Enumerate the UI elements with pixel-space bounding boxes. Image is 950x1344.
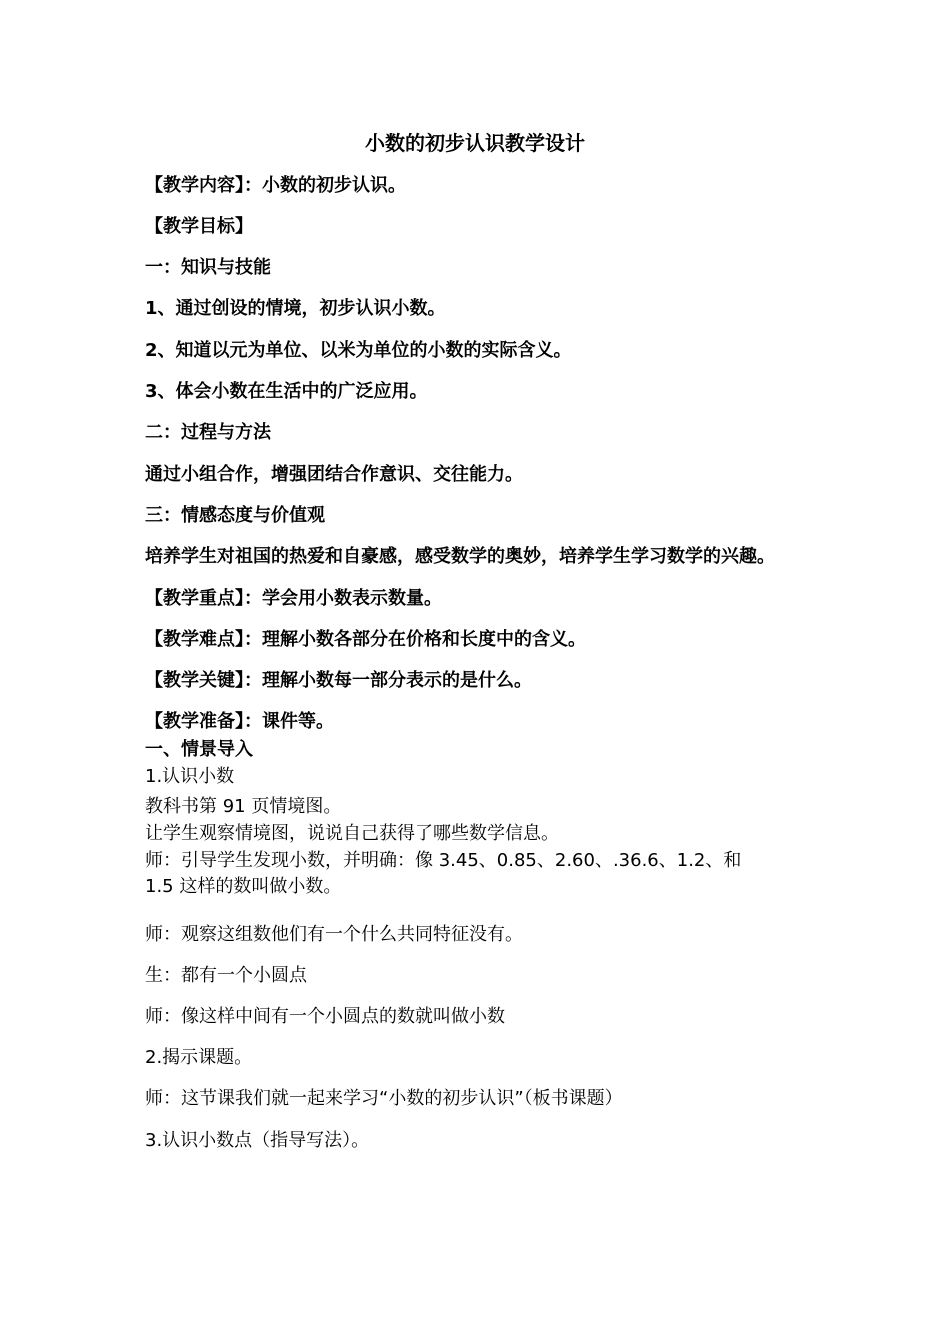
textbook-reference: 教科书第 91 页情境图。 <box>145 796 342 817</box>
difficulty: 【教学难点】：理解小数各部分在价格和长度中的含义。 <box>145 629 586 650</box>
section-knowledge-heading: 一：知识与技能 <box>145 257 271 278</box>
student-line-1: 生：都有一个小圆点 <box>145 965 307 986</box>
section-process-text: 通过小组合作，增强团结合作意识、交往能力。 <box>145 464 523 485</box>
objective-item-1: 1、通过创设的情境，初步认识小数。 <box>145 298 446 319</box>
section-attitude-text: 培养学生对祖国的热爱和自豪感，感受数学的奥妙，培养学生学习数学的兴趣。 <box>145 546 775 567</box>
document-title: 小数的初步认识教学设计 <box>365 131 585 155</box>
teacher-line-2: 师：观察这组数他们有一个什么共同特征没有。 <box>145 924 523 945</box>
teacher-line-1b: 1.5 这样的数叫做小数。 <box>145 876 342 897</box>
objective-item-2: 2、知道以元为单位、以米为单位的小数的实际含义。 <box>145 340 572 361</box>
teaching-key: 【教学关键】：理解小数每一部分表示的是什么。 <box>145 670 532 691</box>
observe-instruction: 让学生观察情境图，说说自己获得了哪些数学信息。 <box>145 823 559 844</box>
objective-item-3: 3、体会小数在生活中的广泛应用。 <box>145 381 428 402</box>
step-3: 3.认识小数点（指导写法）。 <box>145 1130 370 1151</box>
teacher-line-1a: 师：引导学生发现小数，并明确：像 3.45、0.85、2.60、.36.6、1.2、和 <box>145 850 742 871</box>
teacher-line-3: 师：像这样中间有一个小圆点的数就叫做小数 <box>145 1006 505 1027</box>
section-process-heading: 二：过程与方法 <box>145 422 271 443</box>
key-point: 【教学重点】：学会用小数表示数量。 <box>145 588 442 609</box>
preparation: 【教学准备】：课件等。 <box>145 711 334 732</box>
objectives-heading: 【教学目标】 <box>145 216 253 237</box>
step-2: 2.揭示课题。 <box>145 1047 253 1068</box>
part1-heading: 一、情景导入 <box>145 739 253 760</box>
teacher-line-4: 师：这节课我们就一起来学习“小数的初步认识”（板书课题） <box>145 1088 623 1109</box>
teaching-content: 【教学内容】：小数的初步认识。 <box>145 175 406 196</box>
step-1: 1.认识小数 <box>145 766 235 787</box>
section-attitude-heading: 三：情感态度与价值观 <box>145 505 325 526</box>
